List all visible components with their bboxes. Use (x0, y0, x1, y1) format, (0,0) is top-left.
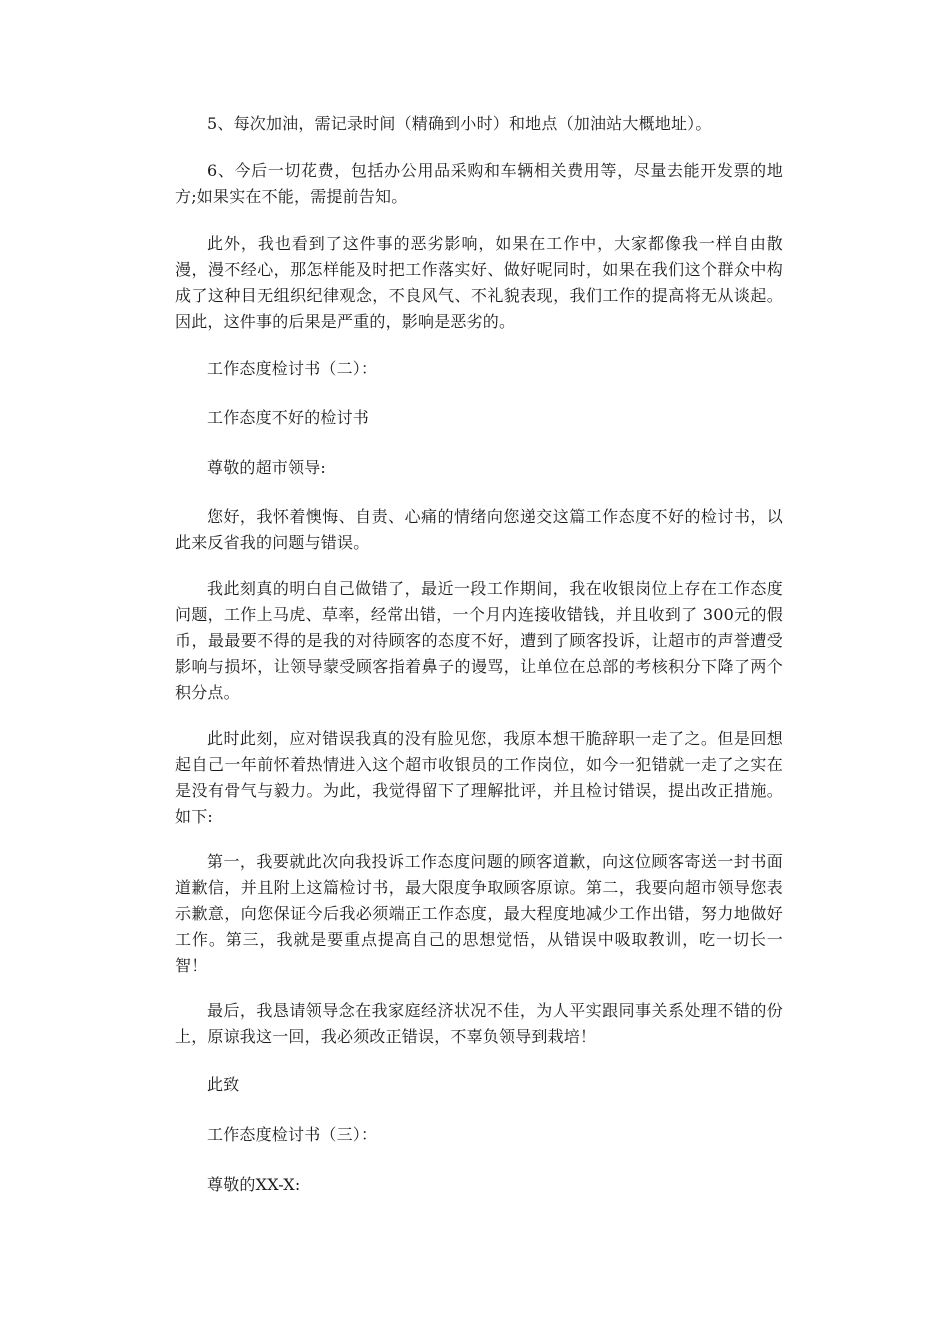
document-body (175, 576, 783, 706)
section-heading-three: 工作态度检讨书（三）： (207, 1125, 378, 1144)
document-body (175, 849, 783, 979)
paragraph-measures: 第一，我要就此次向我投诉工作态度问题的顾客道歉，向这位顾客寄送一封书面道歉信，并且附上这篇检讨书，最大限度争取顾客原谅。第二，我要向超市领导您表示歉意，向您保证今后我必须端正工作态度，最大程度地减少工作出错，努力地做好工作。第三，我就是要重点提高自己的思想觉悟，从错误中吸取教训，吃一切长一智！ (175, 852, 783, 975)
document-body (175, 158, 783, 210)
document-body (175, 356, 783, 382)
paragraph-closing: 最后，我恳请领导念在我家庭经济状况不佳，为人平实跟同事关系处理不错的份上，原谅我这一回，我必须改正错误，不辜负领导到栽培！ (175, 1001, 783, 1046)
document-body (175, 998, 783, 1050)
document-body (175, 726, 783, 830)
document-body (175, 1122, 783, 1148)
salutation-three: 尊敬的XX-X: (207, 1175, 301, 1194)
section-heading-two: 工作态度检讨书（二）： (207, 359, 378, 378)
document-body (175, 1172, 783, 1198)
paragraph-reflection: 此时此刻，应对错误我真的没有脸见您，我原本想干脆辞职一走了之。但是回想起自己一年前怀着热情进入这个超市收银员的工作岗位，如今一犯错就一走了之实在是没有骨气与毅力。为此，我觉得留下了理解批评，并且检讨错误，提出改正措施。如下: (175, 729, 783, 826)
document-body (175, 405, 783, 431)
paragraph-item-6: 6、今后一切花费，包括办公用品采购和车辆相关费用等，尽量去能开发票的地方;如果实在不能，需提前告知。 (175, 161, 783, 206)
closing-formula: 此致 (207, 1075, 240, 1094)
letter-title: 工作态度不好的检讨书 (207, 408, 370, 427)
document-body (175, 455, 783, 481)
document-body (175, 1072, 783, 1098)
document-body (175, 231, 783, 335)
paragraph-mistakes: 我此刻真的明白自己做错了，最近一段工作期间，我在收银岗位上存在工作态度问题，工作上马虎、草率，经常出错，一个月内连接收错钱，并且收到了 300元的假币，最最要不得的是我的对待顾客的态度不好，遭到了顾客投诉，让超市的声誉遭受影响与损坏，让领导蒙受顾客指着鼻子的谩骂，让单位在总部的考核积分下降了两个积分点。 (175, 579, 783, 702)
paragraph-item-5: 5、每次加油，需记录时间（精确到小时）和地点（加油站大概地址）。 (207, 114, 712, 133)
document-body (175, 111, 783, 137)
document-body (175, 504, 783, 556)
paragraph-consequences: 此外，我也看到了这件事的恶劣影响，如果在工作中，大家都像我一样自由散漫，漫不经心，那怎样能及时把工作落实好、做好呢同时，如果在我们这个群众中构成了这种目无组织纪律观念，不良风气、不礼貌表现，我们工作的提高将无从谈起。因此，这件事的后果是严重的，影响是恶劣的。 (175, 234, 783, 331)
paragraph-greeting: 您好，我怀着懊悔、自责、心痛的情绪向您递交这篇工作态度不好的检讨书，以此来反省我的问题与错误。 (175, 507, 783, 552)
salutation: 尊敬的超市领导: (207, 458, 326, 477)
